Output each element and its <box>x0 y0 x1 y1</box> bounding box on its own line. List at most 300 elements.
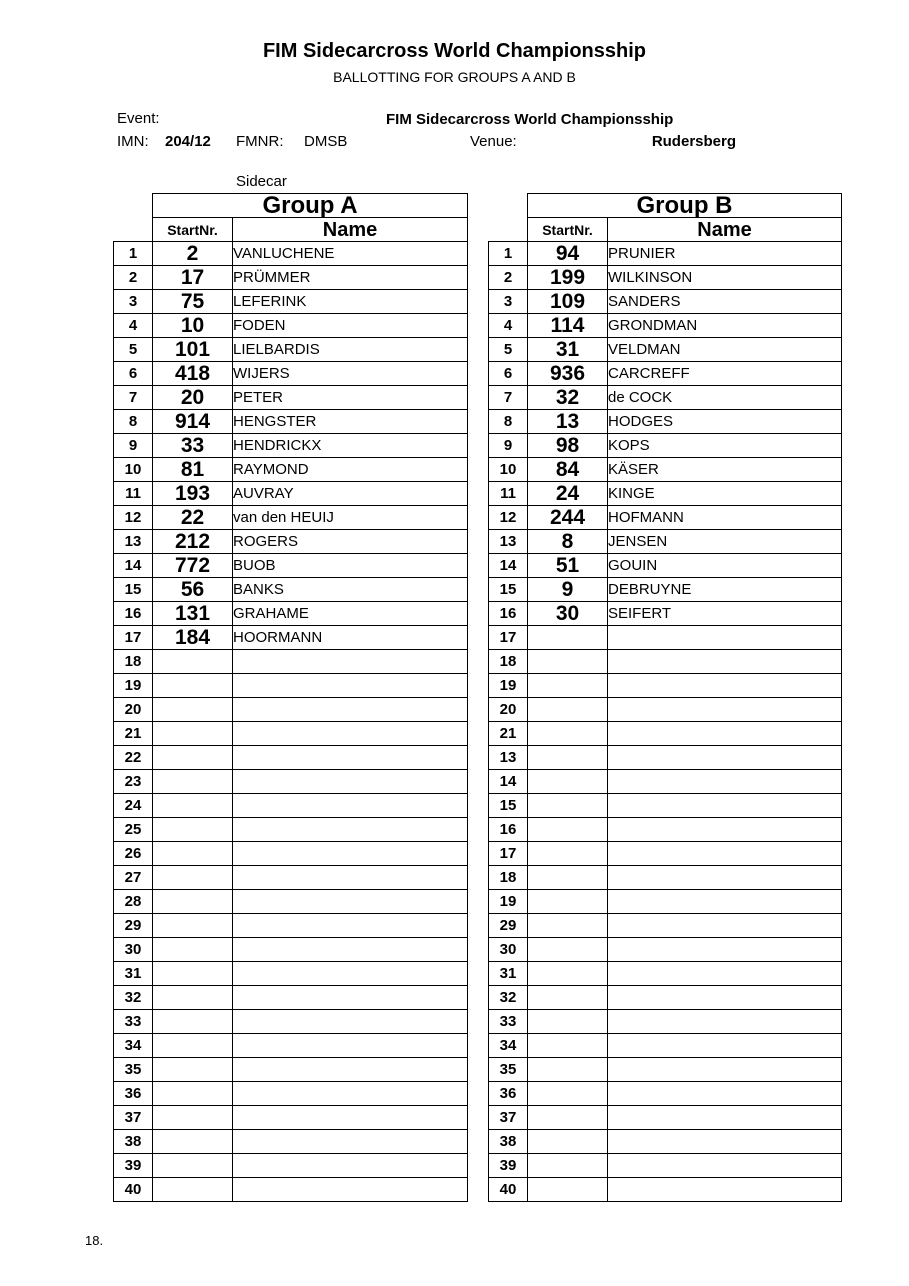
position-cell: 18 <box>489 650 528 674</box>
table-row <box>114 1034 468 1058</box>
table-row <box>114 842 468 866</box>
position-cell: 11 <box>489 482 528 506</box>
position-cell: 30 <box>489 938 528 962</box>
table-row <box>114 746 468 770</box>
table-row <box>489 362 842 386</box>
start-number-cell <box>528 1082 608 1106</box>
table-row <box>489 1130 842 1154</box>
rider-name-cell <box>608 1178 842 1202</box>
position-cell: 37 <box>114 1106 153 1130</box>
rider-name-cell <box>233 914 468 938</box>
rider-name-cell <box>233 818 468 842</box>
rider-name-cell <box>608 674 842 698</box>
table-row <box>114 506 468 530</box>
table-row <box>114 1082 468 1106</box>
rider-name-cell: GRONDMAN <box>608 314 842 338</box>
rider-name-cell: WILKINSON <box>608 266 842 290</box>
position-cell: 40 <box>114 1178 153 1202</box>
position-cell: 1 <box>114 242 153 266</box>
position-cell: 16 <box>489 818 528 842</box>
position-cell: 34 <box>114 1034 153 1058</box>
table-row <box>114 698 468 722</box>
position-cell: 1 <box>489 242 528 266</box>
position-cell: 38 <box>489 1130 528 1154</box>
table-row <box>114 314 468 338</box>
rider-name-cell: de COCK <box>608 386 842 410</box>
start-number-cell <box>153 842 233 866</box>
rider-name-cell: HOFMANN <box>608 506 842 530</box>
position-cell: 27 <box>114 866 153 890</box>
rider-name-cell: FODEN <box>233 314 468 338</box>
table-row <box>114 362 468 386</box>
table-row <box>489 602 842 626</box>
start-number-cell: 24 <box>528 482 608 506</box>
rider-name-cell <box>608 938 842 962</box>
position-cell: 29 <box>489 914 528 938</box>
table-row <box>114 626 468 650</box>
rider-name-cell <box>608 1130 842 1154</box>
table-row <box>489 1010 842 1034</box>
position-cell: 2 <box>489 266 528 290</box>
position-cell: 29 <box>114 914 153 938</box>
rider-name-cell: KOPS <box>608 434 842 458</box>
rider-name-cell: KÄSER <box>608 458 842 482</box>
fmnr-label: FMNR: <box>236 133 284 150</box>
table-row <box>489 842 842 866</box>
start-number-cell: 418 <box>153 362 233 386</box>
position-cell: 16 <box>489 602 528 626</box>
position-cell: 39 <box>114 1154 153 1178</box>
position-cell: 10 <box>489 458 528 482</box>
event-label: Event: <box>117 110 160 127</box>
start-number-cell: 81 <box>153 458 233 482</box>
rider-name-cell: RAYMOND <box>233 458 468 482</box>
position-cell: 15 <box>489 794 528 818</box>
sidecar-label: Sidecar <box>236 173 287 190</box>
table-row <box>114 722 468 746</box>
table-row <box>114 674 468 698</box>
table-row <box>489 458 842 482</box>
rider-name-cell <box>233 674 468 698</box>
table-row <box>114 938 468 962</box>
start-number-cell: 193 <box>153 482 233 506</box>
rider-name-cell: PRUNIER <box>608 242 842 266</box>
rider-name-cell <box>233 1130 468 1154</box>
rider-name-cell <box>233 1010 468 1034</box>
start-number-cell: 2 <box>153 242 233 266</box>
start-number-cell <box>528 914 608 938</box>
position-cell: 14 <box>489 554 528 578</box>
position-cell: 18 <box>489 866 528 890</box>
start-number-cell <box>153 1130 233 1154</box>
position-cell: 4 <box>114 314 153 338</box>
position-cell: 25 <box>114 818 153 842</box>
rider-name-cell <box>233 1082 468 1106</box>
start-number-cell <box>528 1058 608 1082</box>
table-row <box>114 290 468 314</box>
table-row <box>114 650 468 674</box>
venue-label: Venue: <box>470 133 517 150</box>
position-cell: 14 <box>489 770 528 794</box>
table-row <box>114 482 468 506</box>
table-row <box>114 1058 468 1082</box>
rider-name-cell <box>233 1106 468 1130</box>
position-cell: 35 <box>114 1058 153 1082</box>
table-row <box>489 986 842 1010</box>
rider-name-cell <box>608 890 842 914</box>
start-number-cell: 9 <box>528 578 608 602</box>
table-row <box>489 650 842 674</box>
rider-name-cell <box>608 722 842 746</box>
position-cell: 13 <box>489 746 528 770</box>
table-row <box>489 770 842 794</box>
start-number-cell <box>528 866 608 890</box>
rider-name-cell: BANKS <box>233 578 468 602</box>
table-row <box>114 1130 468 1154</box>
rider-name-cell <box>608 770 842 794</box>
page-title: FIM Sidecarcross World Championsship <box>262 40 647 62</box>
rider-name-cell <box>233 770 468 794</box>
table-row <box>489 914 842 938</box>
table-row <box>489 938 842 962</box>
rider-name-cell <box>233 1058 468 1082</box>
start-number-cell <box>528 986 608 1010</box>
rider-name-cell: PETER <box>233 386 468 410</box>
name-header: Name <box>233 218 468 242</box>
start-number-cell: 8 <box>528 530 608 554</box>
rider-name-cell <box>608 1106 842 1130</box>
rider-name-cell: HODGES <box>608 410 842 434</box>
table-row <box>489 266 842 290</box>
event-value: FIM Sidecarcross World Championsship <box>386 111 674 128</box>
position-cell: 31 <box>489 962 528 986</box>
start-number-cell: 33 <box>153 434 233 458</box>
start-number-cell <box>528 746 608 770</box>
position-cell: 10 <box>114 458 153 482</box>
start-number-cell <box>153 1082 233 1106</box>
rider-name-cell <box>608 1082 842 1106</box>
rider-name-cell <box>608 698 842 722</box>
position-cell: 7 <box>114 386 153 410</box>
position-cell: 6 <box>489 362 528 386</box>
position-cell: 9 <box>489 434 528 458</box>
position-cell: 13 <box>489 530 528 554</box>
position-cell: 19 <box>489 674 528 698</box>
start-number-cell <box>528 1106 608 1130</box>
position-cell: 3 <box>114 290 153 314</box>
table-row <box>114 770 468 794</box>
rider-name-cell: VELDMAN <box>608 338 842 362</box>
rider-name-cell <box>608 818 842 842</box>
position-cell: 16 <box>114 602 153 626</box>
start-number-cell: 244 <box>528 506 608 530</box>
position-cell: 12 <box>114 506 153 530</box>
start-number-cell <box>528 770 608 794</box>
position-cell: 19 <box>489 890 528 914</box>
table-row <box>489 722 842 746</box>
table-row <box>114 1154 468 1178</box>
position-cell: 20 <box>489 698 528 722</box>
start-number-cell <box>153 962 233 986</box>
start-number-cell <box>528 890 608 914</box>
position-cell: 17 <box>114 626 153 650</box>
rider-name-cell: KINGE <box>608 482 842 506</box>
position-cell: 4 <box>489 314 528 338</box>
start-number-cell: 914 <box>153 410 233 434</box>
position-cell: 32 <box>114 986 153 1010</box>
start-number-cell <box>153 890 233 914</box>
table-row <box>489 1034 842 1058</box>
table-row <box>114 338 468 362</box>
start-number-cell <box>528 722 608 746</box>
rider-name-cell <box>608 794 842 818</box>
rider-name-cell: JENSEN <box>608 530 842 554</box>
table-row <box>489 866 842 890</box>
imn-label: IMN: <box>117 133 149 150</box>
table-row <box>489 1106 842 1130</box>
table-row <box>489 410 842 434</box>
rider-name-cell: WIJERS <box>233 362 468 386</box>
start-number-cell <box>528 962 608 986</box>
position-cell: 28 <box>114 890 153 914</box>
rider-name-cell <box>608 1058 842 1082</box>
fmnr-value: DMSB <box>304 133 348 150</box>
start-number-cell <box>153 770 233 794</box>
start-number-cell <box>153 794 233 818</box>
table-row <box>114 1010 468 1034</box>
rider-name-cell <box>233 698 468 722</box>
start-number-cell <box>153 986 233 1010</box>
position-cell: 22 <box>114 746 153 770</box>
start-number-cell <box>528 818 608 842</box>
table-row <box>489 242 842 266</box>
rider-name-cell <box>233 866 468 890</box>
table-row <box>489 554 842 578</box>
start-number-cell: 94 <box>528 242 608 266</box>
start-number-cell: 31 <box>528 338 608 362</box>
position-cell: 11 <box>114 482 153 506</box>
table-row <box>114 266 468 290</box>
rider-name-cell <box>233 794 468 818</box>
rider-name-cell <box>233 890 468 914</box>
start-number-cell <box>528 650 608 674</box>
start-number-cell: 212 <box>153 530 233 554</box>
rider-name-cell <box>233 1178 468 1202</box>
start-number-header: StartNr. <box>528 218 608 242</box>
start-number-cell <box>153 650 233 674</box>
start-number-cell: 199 <box>528 266 608 290</box>
rider-name-cell: LEFERINK <box>233 290 468 314</box>
position-cell: 5 <box>489 338 528 362</box>
start-number-header: StartNr. <box>153 218 233 242</box>
rider-name-cell: SEIFERT <box>608 602 842 626</box>
start-number-cell: 936 <box>528 362 608 386</box>
rider-name-cell <box>608 626 842 650</box>
rider-name-cell: CARCREFF <box>608 362 842 386</box>
start-number-cell <box>528 674 608 698</box>
rider-name-cell: VANLUCHENE <box>233 242 468 266</box>
start-number-cell: 56 <box>153 578 233 602</box>
table-row <box>114 242 468 266</box>
position-cell: 8 <box>489 410 528 434</box>
position-cell: 17 <box>489 842 528 866</box>
rider-name-cell: GRAHAME <box>233 602 468 626</box>
rider-name-cell <box>233 722 468 746</box>
start-number-cell <box>528 938 608 962</box>
start-number-cell <box>153 1106 233 1130</box>
rider-name-cell <box>608 1034 842 1058</box>
rider-name-cell: HOORMANN <box>233 626 468 650</box>
start-number-cell <box>153 698 233 722</box>
table-row <box>114 410 468 434</box>
position-cell: 21 <box>489 722 528 746</box>
rider-name-cell: LIELBARDIS <box>233 338 468 362</box>
start-number-cell <box>528 1178 608 1202</box>
table-row <box>489 482 842 506</box>
table-row <box>489 962 842 986</box>
position-cell: 15 <box>489 578 528 602</box>
table-row <box>489 746 842 770</box>
table-row <box>114 866 468 890</box>
start-number-cell <box>153 1058 233 1082</box>
imn-value: 204/12 <box>165 133 211 150</box>
rider-name-cell: SANDERS <box>608 290 842 314</box>
table-row <box>489 1154 842 1178</box>
table-row <box>114 962 468 986</box>
page-number: 18. <box>85 1233 104 1248</box>
group-b-table <box>488 193 842 1202</box>
position-cell: 7 <box>489 386 528 410</box>
position-cell: 24 <box>114 794 153 818</box>
rider-name-cell <box>608 1010 842 1034</box>
table-row <box>489 1082 842 1106</box>
start-number-cell: 30 <box>528 602 608 626</box>
start-number-cell <box>528 698 608 722</box>
rider-name-cell: ROGERS <box>233 530 468 554</box>
table-row <box>489 314 842 338</box>
rider-name-cell: van den HEUIJ <box>233 506 468 530</box>
rider-name-cell <box>233 842 468 866</box>
start-number-cell: 131 <box>153 602 233 626</box>
rider-name-cell <box>233 746 468 770</box>
start-number-cell <box>528 842 608 866</box>
table-row <box>114 602 468 626</box>
start-number-cell <box>153 1034 233 1058</box>
table-row <box>489 674 842 698</box>
name-header: Name <box>608 218 842 242</box>
rider-name-cell <box>608 866 842 890</box>
table-row <box>489 338 842 362</box>
start-number-cell <box>153 746 233 770</box>
table-row <box>489 1058 842 1082</box>
rider-name-cell: PRÜMMER <box>233 266 468 290</box>
start-number-cell: 109 <box>528 290 608 314</box>
table-row <box>114 578 468 602</box>
rider-name-cell <box>233 1034 468 1058</box>
position-cell: 33 <box>489 1010 528 1034</box>
position-cell: 17 <box>489 626 528 650</box>
table-row <box>489 890 842 914</box>
table-row <box>489 794 842 818</box>
start-number-cell: 22 <box>153 506 233 530</box>
start-number-cell: 184 <box>153 626 233 650</box>
start-number-cell <box>528 1130 608 1154</box>
start-number-cell: 13 <box>528 410 608 434</box>
table-row <box>489 386 842 410</box>
position-cell: 35 <box>489 1058 528 1082</box>
table-row <box>114 914 468 938</box>
table-row <box>114 1106 468 1130</box>
rider-name-cell <box>608 650 842 674</box>
position-cell: 20 <box>114 698 153 722</box>
table-row <box>114 794 468 818</box>
table-row <box>114 1178 468 1202</box>
start-number-cell: 17 <box>153 266 233 290</box>
group-a-table <box>113 193 468 1202</box>
start-number-cell <box>153 938 233 962</box>
rider-name-cell <box>233 986 468 1010</box>
position-cell: 36 <box>489 1082 528 1106</box>
start-number-cell <box>528 1154 608 1178</box>
position-cell: 31 <box>114 962 153 986</box>
start-number-cell <box>153 1178 233 1202</box>
start-number-cell <box>153 866 233 890</box>
group-b-title: Group B <box>528 194 842 218</box>
position-cell: 3 <box>489 290 528 314</box>
start-number-cell <box>528 626 608 650</box>
rider-name-cell: AUVRAY <box>233 482 468 506</box>
table-row <box>489 506 842 530</box>
start-number-cell <box>153 1154 233 1178</box>
position-cell: 38 <box>114 1130 153 1154</box>
position-cell: 13 <box>114 530 153 554</box>
start-number-cell: 101 <box>153 338 233 362</box>
table-row <box>489 530 842 554</box>
start-number-cell: 84 <box>528 458 608 482</box>
position-cell: 12 <box>489 506 528 530</box>
table-row <box>114 554 468 578</box>
table-row <box>114 386 468 410</box>
start-number-cell: 10 <box>153 314 233 338</box>
position-cell: 8 <box>114 410 153 434</box>
table-row <box>489 290 842 314</box>
position-cell: 32 <box>489 986 528 1010</box>
table-row <box>489 626 842 650</box>
position-cell: 36 <box>114 1082 153 1106</box>
position-cell: 33 <box>114 1010 153 1034</box>
start-number-cell <box>528 1034 608 1058</box>
position-cell: 40 <box>489 1178 528 1202</box>
start-number-cell <box>153 674 233 698</box>
position-cell: 6 <box>114 362 153 386</box>
rider-name-cell <box>608 1154 842 1178</box>
table-row <box>114 986 468 1010</box>
position-cell: 15 <box>114 578 153 602</box>
position-cell: 14 <box>114 554 153 578</box>
rider-name-cell: DEBRUYNE <box>608 578 842 602</box>
table-row <box>489 434 842 458</box>
table-row <box>114 530 468 554</box>
table-row <box>114 818 468 842</box>
position-cell: 23 <box>114 770 153 794</box>
start-number-cell: 75 <box>153 290 233 314</box>
start-number-cell <box>153 1010 233 1034</box>
table-row <box>489 1178 842 1202</box>
rider-name-cell <box>233 962 468 986</box>
rider-name-cell <box>608 986 842 1010</box>
position-cell: 26 <box>114 842 153 866</box>
start-number-cell: 32 <box>528 386 608 410</box>
